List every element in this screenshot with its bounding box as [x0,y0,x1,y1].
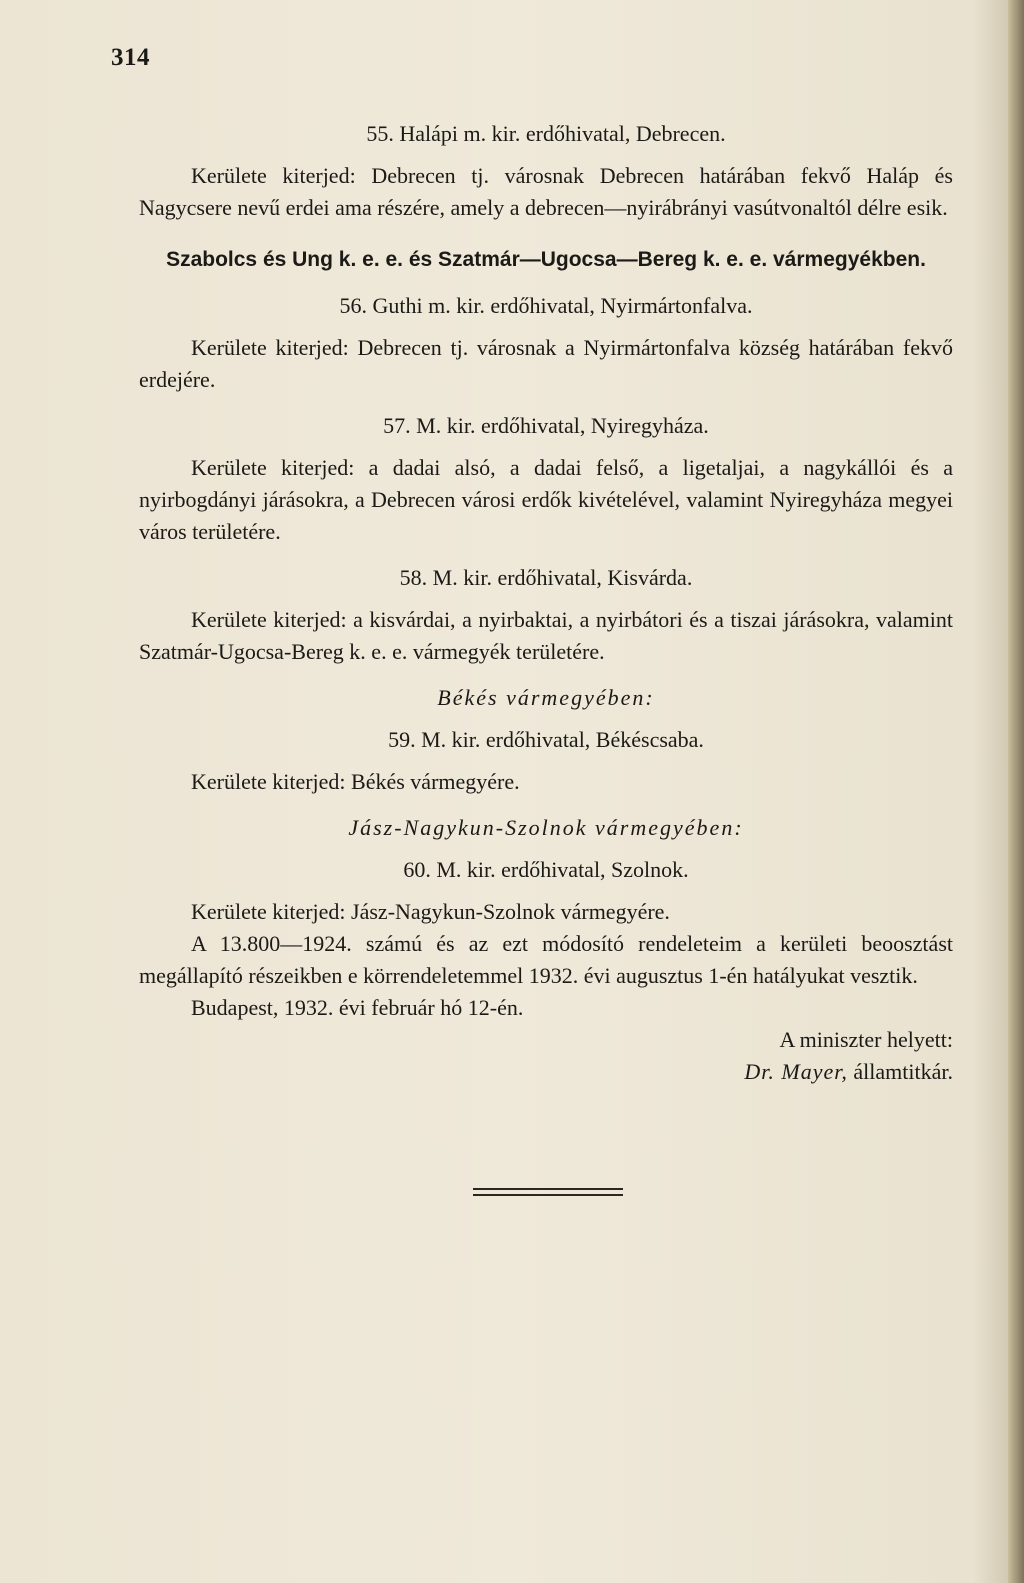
closing-rule-bottom [473,1194,623,1196]
document-body [139,118,953,1088]
section-58-text: Kerülete kiterjed: a kisvárdai, a nyirbaktai, a nyirbátori és a tiszai járásokra, valamint Szatmár-Ugocsa-Bereg k. e. e. vármegyék területére. [139,607,953,664]
page-number: 314 [111,44,150,71]
section-59-heading: 59. M. kir. erdőhivatal, Békéscsaba. [388,727,704,752]
section-60-heading: 60. M. kir. erdőhivatal, Szolnok. [403,857,689,882]
section-56-text: Kerülete kiterjed: Debrecen tj. városnak a Nyirmártonfalva község határában fekvő erdejére. [139,335,953,392]
region-heading-szabolcs: Szabolcs és Ung k. e. e. és Szatmár—Ugocsa—Bereg k. e. e. vármegyékben. [166,248,926,271]
section-55-heading: 55. Halápi m. kir. erdőhivatal, Debrecen. [366,121,726,146]
region-heading-bekes: Békés vármegyében: [437,685,655,710]
section-56-heading: 56. Guthi m. kir. erdőhivatal, Nyirmártonfalva. [339,293,753,318]
page-binding-edge [1008,0,1024,1583]
section-57-heading: 57. M. kir. erdőhivatal, Nyiregyháza. [383,413,709,438]
closing-paragraph: A 13.800—1924. számú és az ezt módosító rendeleteim a kerületi beoosztást megállapító részeikben e körrendeletemmel 1932. évi augusztus 1-én hatályukat vesztik. [139,931,953,988]
region-heading-jasz: Jász-Nagykun-Szolnok vármegyében: [348,815,744,840]
section-60-text: Kerülete kiterjed: Jász-Nagykun-Szolnok vármegyére. [191,899,670,924]
date-line: Budapest, 1932. évi február hó 12-én. [191,995,524,1020]
section-57-text: Kerülete kiterjed: a dadai alsó, a dadai felső, a ligetaljai, a nagykállói és a nyirbogdányi járásokra, a Debrecen városi erdők kivételével, valamint Nyiregyháza megyei város területére. [139,455,953,544]
closing-rule-top [473,1188,623,1190]
section-58-heading: 58. M. kir. erdőhivatal, Kisvárda. [399,565,693,590]
signature-title: A miniszter helyett: [779,1027,953,1052]
signature-role: államtitkár. [853,1059,953,1084]
section-55-text: Kerülete kiterjed: Debrecen tj. városnak Debrecen határában fekvő Haláp és Nagycsere nevű erdei ama részére, amely a debrecen—nyirábrányi vasútvonaltól délre esik. [139,163,953,220]
signature-name: Dr. Mayer, [744,1059,848,1084]
section-59-text: Kerülete kiterjed: Békés vármegyére. [191,769,520,794]
signature-line [139,1056,953,1088]
